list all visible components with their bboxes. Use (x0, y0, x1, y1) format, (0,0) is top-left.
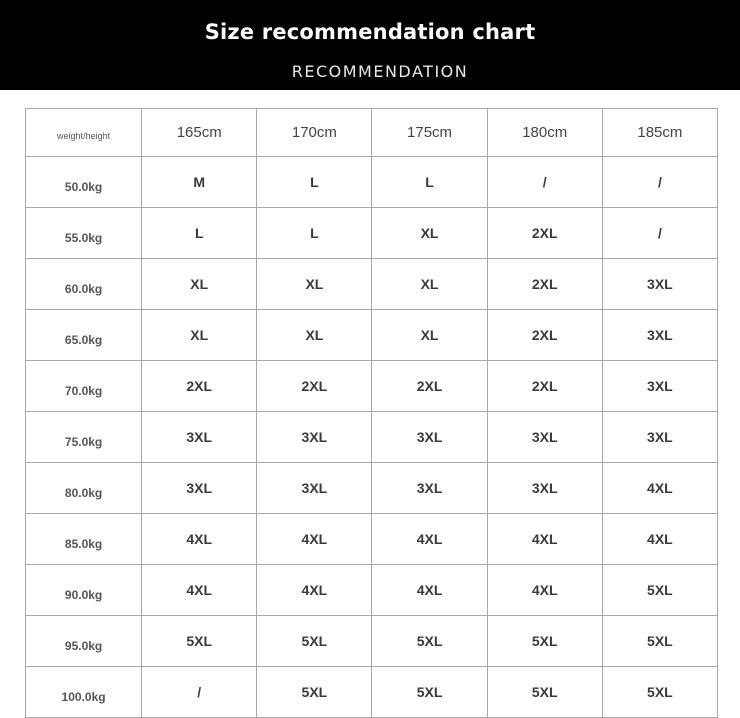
size-cell: 5XL (602, 616, 717, 667)
size-cell: 3XL (372, 463, 487, 514)
table-row (26, 208, 718, 259)
table-row (26, 565, 718, 616)
size-cell: 4XL (487, 565, 602, 616)
size-cell: 4XL (372, 565, 487, 616)
size-table (25, 108, 718, 718)
weight-cell: 60.0kg (26, 259, 142, 310)
size-cell: 5XL (487, 667, 602, 718)
size-cell: 4XL (487, 514, 602, 565)
size-cell: 5XL (602, 667, 717, 718)
size-cell: 5XL (487, 616, 602, 667)
weight-cell: 55.0kg (26, 208, 142, 259)
weight-cell: 75.0kg (26, 412, 142, 463)
size-cell: 5XL (602, 565, 717, 616)
header-banner (0, 0, 740, 90)
table-row (26, 361, 718, 412)
size-cell: / (602, 157, 717, 208)
size-cell: 3XL (257, 412, 372, 463)
size-cell: L (257, 157, 372, 208)
size-cell: 3XL (257, 463, 372, 514)
page-title: Size recommendation chart (204, 20, 536, 44)
size-cell: XL (372, 310, 487, 361)
weight-cell: 95.0kg (26, 616, 142, 667)
size-cell: 2XL (487, 310, 602, 361)
size-cell: XL (257, 259, 372, 310)
size-cell: 3XL (487, 463, 602, 514)
table-row (26, 310, 718, 361)
size-cell: L (142, 208, 257, 259)
weight-cell: 50.0kg (26, 157, 142, 208)
weight-cell: 100.0kg (26, 667, 142, 718)
height-header: 165cm (142, 109, 257, 157)
table-row (26, 667, 718, 718)
size-cell: 2XL (372, 361, 487, 412)
size-cell: M (142, 157, 257, 208)
weight-cell: 90.0kg (26, 565, 142, 616)
weight-cell: 65.0kg (26, 310, 142, 361)
size-cell: XL (372, 208, 487, 259)
size-cell: 4XL (372, 514, 487, 565)
height-header: 170cm (257, 109, 372, 157)
size-cell: L (372, 157, 487, 208)
size-cell: 3XL (142, 412, 257, 463)
weight-cell: 70.0kg (26, 361, 142, 412)
table-row (26, 157, 718, 208)
weight-cell: 80.0kg (26, 463, 142, 514)
table-row (26, 412, 718, 463)
size-cell: 5XL (257, 667, 372, 718)
size-cell: 5XL (372, 667, 487, 718)
size-cell: 4XL (257, 514, 372, 565)
height-header: 185cm (602, 109, 717, 157)
table-row (26, 616, 718, 667)
size-cell: 3XL (487, 412, 602, 463)
size-cell: 3XL (372, 412, 487, 463)
size-cell: 3XL (602, 310, 717, 361)
size-cell: 2XL (142, 361, 257, 412)
size-cell: / (142, 667, 257, 718)
page-subtitle: RECOMMENDATION (291, 62, 469, 81)
size-cell: L (257, 208, 372, 259)
size-cell: XL (142, 310, 257, 361)
size-cell: 5XL (257, 616, 372, 667)
size-cell: 2XL (487, 259, 602, 310)
height-header: 180cm (487, 109, 602, 157)
size-cell: 2XL (487, 361, 602, 412)
size-cell: 2XL (257, 361, 372, 412)
size-cell: 4XL (257, 565, 372, 616)
size-cell: 5XL (372, 616, 487, 667)
size-cell: 4XL (142, 565, 257, 616)
size-cell: 2XL (487, 208, 602, 259)
size-cell: 3XL (602, 259, 717, 310)
size-cell: / (487, 157, 602, 208)
size-cell: 4XL (602, 514, 717, 565)
corner-label: weight/height (26, 109, 142, 157)
table-row (26, 259, 718, 310)
size-cell: / (602, 208, 717, 259)
height-header: 175cm (372, 109, 487, 157)
size-cell: XL (372, 259, 487, 310)
size-cell: 4XL (142, 514, 257, 565)
header-row (26, 109, 718, 157)
size-cell: 3XL (602, 412, 717, 463)
size-cell: 3XL (602, 361, 717, 412)
size-cell: 5XL (142, 616, 257, 667)
size-cell: XL (142, 259, 257, 310)
size-cell: 4XL (602, 463, 717, 514)
table-row (26, 514, 718, 565)
size-cell: 3XL (142, 463, 257, 514)
weight-cell: 85.0kg (26, 514, 142, 565)
size-cell: XL (257, 310, 372, 361)
table-row (26, 463, 718, 514)
